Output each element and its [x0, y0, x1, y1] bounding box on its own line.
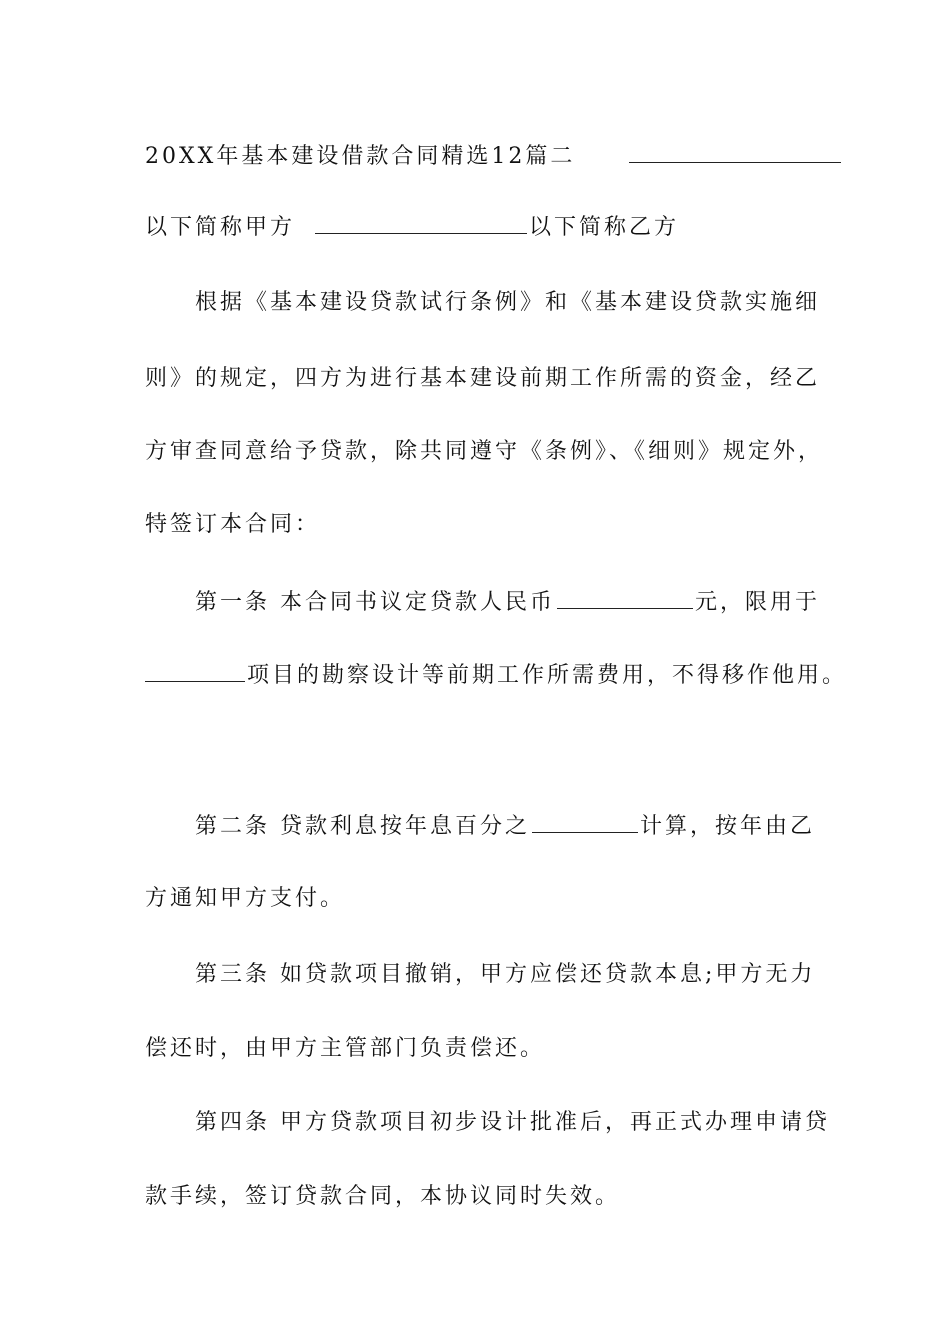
party-b-name-blank[interactable] — [315, 211, 527, 234]
article-4-line-2: 款手续，签订贷款合同，本协议同时失效。 — [145, 1184, 621, 1209]
party-b-label: 以下简称乙方 — [529, 215, 680, 240]
article-2-text-b: 计算，按年由乙 — [640, 814, 816, 839]
article-1-line-2 — [145, 659, 847, 691]
intro-line-2: 则》的规定，四方为进行基本建设前期工作所需的资金，经乙 — [145, 366, 821, 391]
article-4-line-1: 第四条 甲方贷款项目初步设计批准后，再正式办理申请贷 — [195, 1110, 830, 1135]
article-3-line-1: 第三条 如贷款项目撤销，甲方应偿还贷款本息;甲方无力 — [195, 962, 816, 987]
article-1-text-a: 第一条 本合同书议定贷款人民币 — [195, 590, 555, 615]
party-a-name-blank[interactable] — [629, 140, 841, 163]
article-2-line-2: 方通知甲方支付。 — [145, 886, 346, 911]
intro-line-3: 方审查同意给予贷款，除共同遵守《条例》、《细则》规定外， — [145, 439, 824, 464]
intro-line-1: 根据《基本建设贷款试行条例》和《基本建设贷款实施细 — [195, 290, 821, 315]
intro-line-4: 特签订本合同： — [145, 512, 321, 537]
article-1-text-b: 元，限用于 — [695, 590, 821, 615]
project-name-blank[interactable] — [145, 659, 245, 682]
article-1-line-1 — [195, 586, 820, 618]
interest-rate-blank[interactable] — [532, 810, 638, 833]
party-line — [145, 211, 679, 243]
article-2-text-a: 第二条 贷款利息按年息百分之 — [195, 814, 530, 839]
document-title: 20XX年基本建设借款合同精选12篇二 — [145, 144, 576, 169]
document-title-line — [145, 140, 843, 172]
article-2-line-1 — [195, 810, 815, 842]
article-1-text-c: 项目的勘察设计等前期工作所需费用，不得移作他用。 — [247, 663, 848, 688]
loan-amount-blank[interactable] — [557, 586, 693, 609]
party-a-label: 以下简称甲方 — [145, 215, 296, 240]
article-3-line-2: 偿还时，由甲方主管部门负责偿还。 — [145, 1036, 546, 1061]
